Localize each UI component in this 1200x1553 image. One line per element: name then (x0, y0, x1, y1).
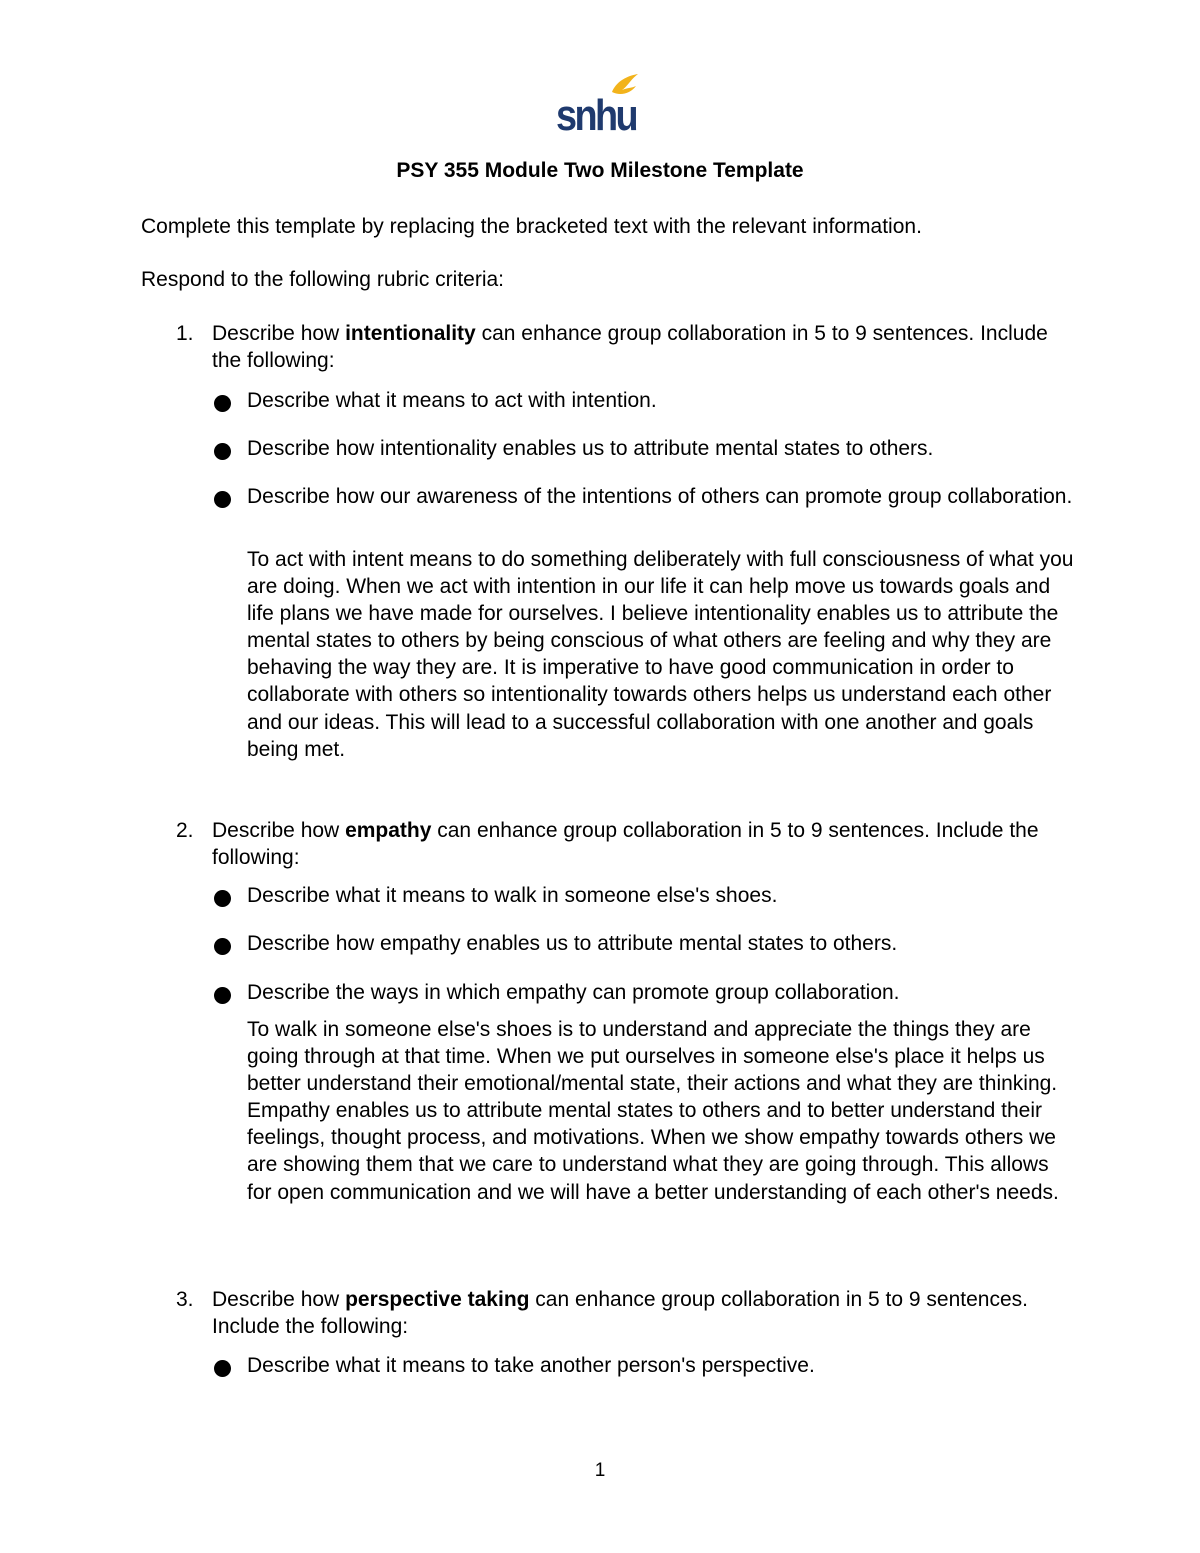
bullet-text: Describe what it means to take another person's perspective. (247, 1354, 815, 1377)
question-number: 1. (176, 322, 194, 345)
bullet-icon (214, 395, 231, 412)
page-number: 1 (594, 1460, 606, 1481)
question-number: 3. (176, 1288, 194, 1311)
question-text: Describe how empathy can enhance group collaboration in 5 to 9 sentences. Include the following: (212, 819, 1039, 870)
bullet-icon (214, 938, 231, 955)
page-title: PSY 355 Module Two Milestone Template (396, 159, 804, 182)
bullet-text: Describe what it means to act with intention. (247, 389, 657, 412)
question-text: Describe how intentionality can enhance group collaboration in 5 to 9 sentences. Include the following: (212, 322, 1048, 373)
bullet-icon (214, 1360, 231, 1377)
bullet-text: Describe the ways in which empathy can promote group collaboration. (247, 981, 900, 1004)
intro-text: Complete this template by replacing the bracketed text with the relevant information. (141, 215, 922, 238)
bullet-icon (214, 443, 231, 460)
snhu-logo (554, 72, 644, 134)
question-keyword: perspective taking (345, 1288, 530, 1311)
question-keyword: intentionality (345, 322, 476, 345)
bullet-text: Describe how our awareness of the intentions of others can promote group collaboration. (247, 485, 1073, 508)
respond-text: Respond to the following rubric criteria: (141, 268, 505, 291)
bullet-icon (214, 491, 231, 508)
svg-text:snhu: snhu (556, 91, 637, 134)
bullet-text: Describe how empathy enables us to attribute mental states to others. (247, 932, 898, 955)
bullet-text: Describe what it means to walk in someone else's shoes. (247, 884, 778, 907)
question-text: Describe how perspective taking can enhance group collaboration in 5 to 9 sentences. Include the following: (212, 1288, 1028, 1339)
bullet-icon (214, 987, 231, 1004)
question-keyword: empathy (345, 819, 432, 842)
question-number: 2. (176, 819, 194, 842)
answer-text: To act with intent means to do something deliberately with full consciousness of what you are doing. When we act with intention in our life it can help move us towards goals and life plans we have made for ourselves. I believe intentionality enables us to attribute the mental states to others by being conscious of what others are feeling and why they are behaving the way they are. It is imperative to have good communication in order to collaborate with others so intentionality towards others helps us understand each other and our ideas. This will lead to a successful collaboration with one another and goals being met. (247, 548, 1074, 761)
bullet-text: Describe how intentionality enables us to attribute mental states to others. (247, 437, 934, 460)
bullet-icon (214, 890, 231, 907)
answer-text: To walk in someone else's shoes is to understand and appreciate the things they are going through at that time. When we put ourselves in someone else's place it helps us better understand their emotional/mental state, their actions and what they are thinking. Empathy enables us to attribute mental states to others and to better understand their feelings, thought process, and motivations. When we show empathy towards others we are showing them that we care to understand what they are going through. This allows for open communication and we will have a better understanding of each other's needs. (247, 1018, 1059, 1204)
